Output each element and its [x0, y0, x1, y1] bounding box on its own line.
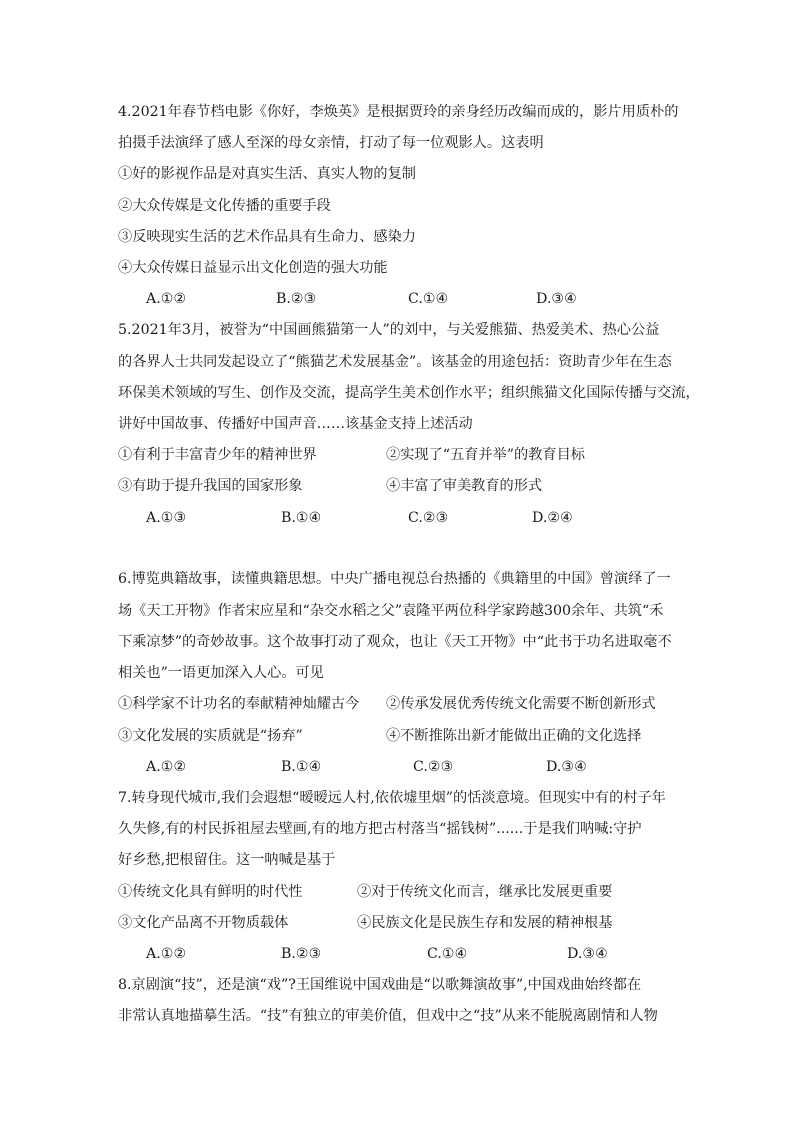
- question-4-option-a[interactable]: A.①②: [146, 291, 187, 307]
- question-7-statement-1: ①传统文化具有鲜明的时代性: [118, 884, 303, 900]
- question-6-stem-line-4: 相关也”一语更加深入人心。可见: [118, 665, 324, 681]
- question-8-stem-line-1: 8.京剧演“技”，还是演“戏”?王国维说中国戏曲是“以歌舞演故事”,中国戏曲始终都在: [118, 977, 642, 993]
- question-4-statement-1: ①好的影视作品是对真实生活、真实人物的复制: [118, 166, 416, 182]
- question-4-option-d[interactable]: D.③④: [536, 291, 577, 307]
- question-6-statement-3: ③文化发展的实质就是“扬弃”: [118, 728, 303, 744]
- question-6-statement-2: ②传承发展优秀传统文化需要不断创新形式: [386, 696, 656, 712]
- question-7-stem-line-1: 7.转身现代城市,我们会遐想“暧暧远人村,依依墟里烟”的恬淡意境。但现实中有的村子年: [118, 790, 666, 806]
- question-4-stem-line-1: 4.2021年春节档电影《你好，李焕英》是根据贾玲的亲身经历改编而成的，影片用质朴的: [118, 104, 679, 120]
- question-6-stem-line-1: 6.博览典籍故事，读懂典籍思想。中央广播电视总台热播的《典籍里的中国》曾演绎了一: [118, 571, 671, 587]
- question-6-stem-line-2: 场《天工开物》作者宋应星和“杂交水稻之父”袁隆平两位科学家跨越300余年、共筑“禾: [118, 603, 664, 619]
- question-6-option-b[interactable]: B.①④: [281, 759, 322, 775]
- question-7-option-d[interactable]: D.③④: [567, 946, 608, 962]
- question-7-statement-3: ③文化产品离不开物质载体: [118, 915, 289, 931]
- question-7-option-a[interactable]: A.①②: [146, 946, 187, 962]
- question-5-option-a[interactable]: A.①③: [146, 510, 187, 526]
- question-5-option-c[interactable]: C.②③: [408, 510, 449, 526]
- question-4-statement-3: ③反映现实生活的艺术作品具有生命力、感染力: [118, 229, 416, 245]
- question-4-option-b[interactable]: B.②③: [276, 291, 317, 307]
- question-5-option-d[interactable]: D.②④: [532, 510, 573, 526]
- question-7-statement-4: ④民族文化是民族生存和发展的精神根基: [357, 915, 613, 931]
- question-5-stem-line-3: 环保美术领域的写生、创作及交流，提高学生美术创作水平；组织熊猫文化国际传播与交流，: [118, 385, 700, 401]
- question-5-statement-4: ④丰富了审美教育的形式: [386, 478, 543, 494]
- question-4-statement-4: ④大众传媒日益显示出文化创造的强大功能: [118, 260, 388, 276]
- question-7-stem-line-2: 久失修,有的村民拆祖屋去壁画,有的地方把古村落当“摇钱树”......于是我们呐喊:守护: [118, 821, 642, 837]
- question-7-option-c[interactable]: C.①④: [427, 946, 468, 962]
- question-5-statement-3: ③有助于提升我国的国家形象: [118, 478, 303, 494]
- question-5-stem-line-1: 5.2021年3月，被誉为“中国画熊猫第一人”的刘中，与关爱熊猫、热爱美术、热心公益: [118, 322, 660, 338]
- question-6-options: [0, 757, 794, 777]
- question-5-statement-1: ①有利于丰富青少年的精神世界: [118, 447, 317, 463]
- question-5-statement-2: ②实现了“五育并举”的教育目标: [386, 447, 585, 463]
- question-7-options: [0, 944, 794, 964]
- question-4-statement-2: ②大众传媒是文化传播的重要手段: [118, 198, 331, 214]
- question-6-option-c[interactable]: C.②③: [413, 759, 454, 775]
- question-5-stem-line-2: 的各界人士共同发起设立了“熊猫艺术发展基金”。该基金的用途包括：资助青少年在生态: [118, 354, 672, 370]
- question-8-stem-line-2: 非常认真地描摹生活。“技”有独立的审美价值，但戏中之“技”从来不能脱离剧情和人物: [118, 1008, 658, 1024]
- question-4-options: [0, 289, 794, 309]
- question-6-statement-4: ④不断推陈出新才能做出正确的文化选择: [386, 728, 642, 744]
- question-5-stem-line-4: 讲好中国故事、传播好中国声音……该基金支持上述活动: [118, 416, 473, 432]
- question-6-stem-line-3: 下乘凉梦”的奇妙故事。这个故事打动了观众，也让《天工开物》中“此书于功名进取毫不: [118, 634, 672, 650]
- question-6-option-a[interactable]: A.①②: [146, 759, 187, 775]
- question-7-stem-line-3: 好乡愁,把根留住。这一呐喊是基于: [118, 852, 336, 868]
- question-7-statement-2: ②对于传统文化而言，继承比发展更重要: [357, 884, 613, 900]
- question-5-options: [0, 508, 794, 528]
- question-7-option-b[interactable]: B.②③: [281, 946, 322, 962]
- question-4-stem-line-2: 拍摄手法演绎了感人至深的母女亲情，打动了每一位观影人。这表明: [118, 135, 544, 151]
- question-5-option-b[interactable]: B.①④: [281, 510, 322, 526]
- question-6-statement-1: ①科学家不计功名的奉献精神灿耀古今: [118, 696, 360, 712]
- question-4-option-c[interactable]: C.①④: [408, 291, 449, 307]
- question-6-option-d[interactable]: D.③④: [546, 759, 587, 775]
